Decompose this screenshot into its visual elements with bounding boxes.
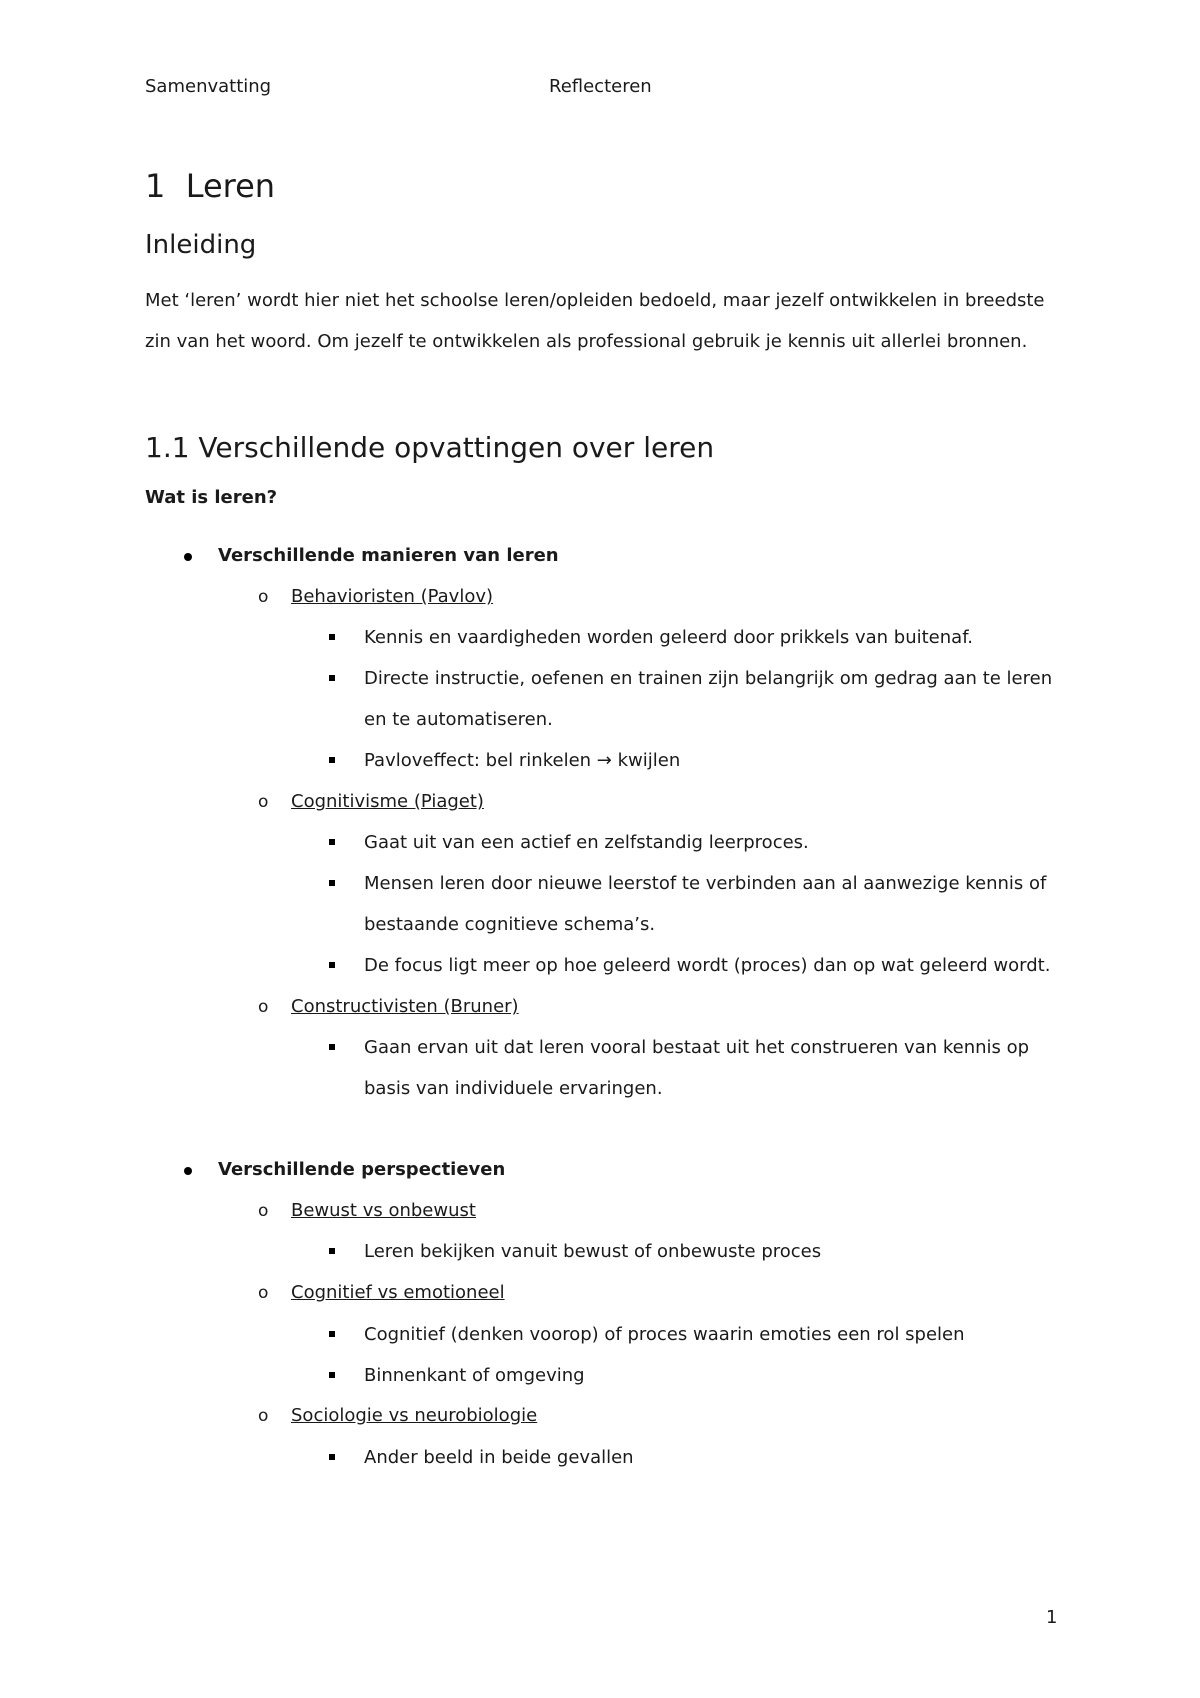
constructivists-point-1-cont: basis van individuele ervaringen.	[364, 1078, 663, 1099]
subitem-sociology: Sociologie vs neurobiologie	[291, 1405, 538, 1426]
cognitivism-point-1: Gaat uit van een actief en zelfstandig leerproces.	[364, 832, 809, 853]
cognitivism-point-2: Mensen leren door nieuwe leerstof te verbinden aan al aanwezige kennis of	[364, 873, 1047, 894]
square-bullet-icon	[329, 1331, 335, 1337]
square-bullet-icon	[329, 1372, 335, 1378]
section-title: 1.1 Verschillende opvattingen over leren	[145, 431, 715, 464]
constructivists-point-1: Gaan ervan uit dat leren vooral bestaat uit het construeren van kennis op	[364, 1037, 1030, 1058]
square-bullet-icon	[329, 880, 335, 886]
arrow-right-icon: →	[596, 750, 612, 771]
pavlov-effect-result: kwijlen	[617, 750, 681, 771]
conscious-point-1: Leren bekijken vanuit bewust of onbewuste proces	[364, 1241, 822, 1262]
circle-bullet-icon: o	[258, 997, 269, 1017]
list-item-perspectives: Verschillende perspectieven	[218, 1159, 506, 1180]
subitem-constructivists: Constructivisten (Bruner)	[291, 996, 519, 1017]
behaviorists-point-2: Directe instructie, oefenen en trainen zijn belangrijk om gedrag aan te leren	[364, 668, 1053, 689]
circle-bullet-icon: o	[258, 792, 269, 812]
sociology-point-1: Ander beeld in beide gevallen	[364, 1447, 634, 1468]
list-item-ways-of-learning: Verschillende manieren van leren	[218, 545, 559, 566]
square-bullet-icon	[329, 757, 335, 763]
subitem-conscious: Bewust vs onbewust	[291, 1200, 476, 1221]
circle-bullet-icon: o	[258, 1201, 269, 1221]
square-bullet-icon	[329, 839, 335, 845]
circle-bullet-icon: o	[258, 1406, 269, 1426]
page-number: 1	[1046, 1607, 1058, 1628]
square-bullet-icon	[329, 675, 335, 681]
header-left-text: Samenvatting	[145, 76, 272, 97]
bullet-icon	[184, 553, 192, 561]
square-bullet-icon	[329, 1454, 335, 1460]
square-bullet-icon	[329, 1044, 335, 1050]
cognitivism-point-3: De focus ligt meer op hoe geleerd wordt (proces) dan op wat geleerd wordt.	[364, 955, 1051, 976]
intro-heading: Inleiding	[145, 230, 257, 260]
subitem-cognitivism: Cognitivisme (Piaget)	[291, 791, 484, 812]
circle-bullet-icon: o	[258, 1283, 269, 1303]
subitem-cognitive-emotional: Cognitief vs emotioneel	[291, 1282, 505, 1303]
cognitive-point-1: Cognitief (denken voorop) of proces waarin emoties een rol spelen	[364, 1324, 965, 1345]
subitem-behaviorists: Behavioristen (Pavlov)	[291, 586, 494, 607]
bullet-icon	[184, 1167, 192, 1175]
cognitivism-point-2-cont: bestaande cognitieve schema’s.	[364, 914, 656, 935]
question-heading: Wat is leren?	[145, 487, 278, 508]
behaviorists-point-3	[364, 750, 680, 771]
square-bullet-icon	[329, 1248, 335, 1254]
header-center-text: Reflecteren	[549, 76, 652, 97]
square-bullet-icon	[329, 962, 335, 968]
pavlov-effect-text: Pavloveffect: bel rinkelen	[364, 750, 592, 771]
behaviorists-point-2-cont: en te automatiseren.	[364, 709, 553, 730]
cognitive-point-2: Binnenkant of omgeving	[364, 1365, 585, 1386]
circle-bullet-icon: o	[258, 587, 269, 607]
behaviorists-point-1: Kennis en vaardigheden worden geleerd door prikkels van buitenaf.	[364, 627, 973, 648]
square-bullet-icon	[329, 634, 335, 640]
intro-paragraph: Met ‘leren’ wordt hier niet het schoolse leren/opleiden bedoeld, maar jezelf ontwikkelen in breedste zin van het woord. Om jezelf te ontwikkelen als professional gebruik je kennis uit allerlei bronnen.	[145, 290, 1045, 352]
chapter-title: 1 Leren	[145, 167, 276, 205]
